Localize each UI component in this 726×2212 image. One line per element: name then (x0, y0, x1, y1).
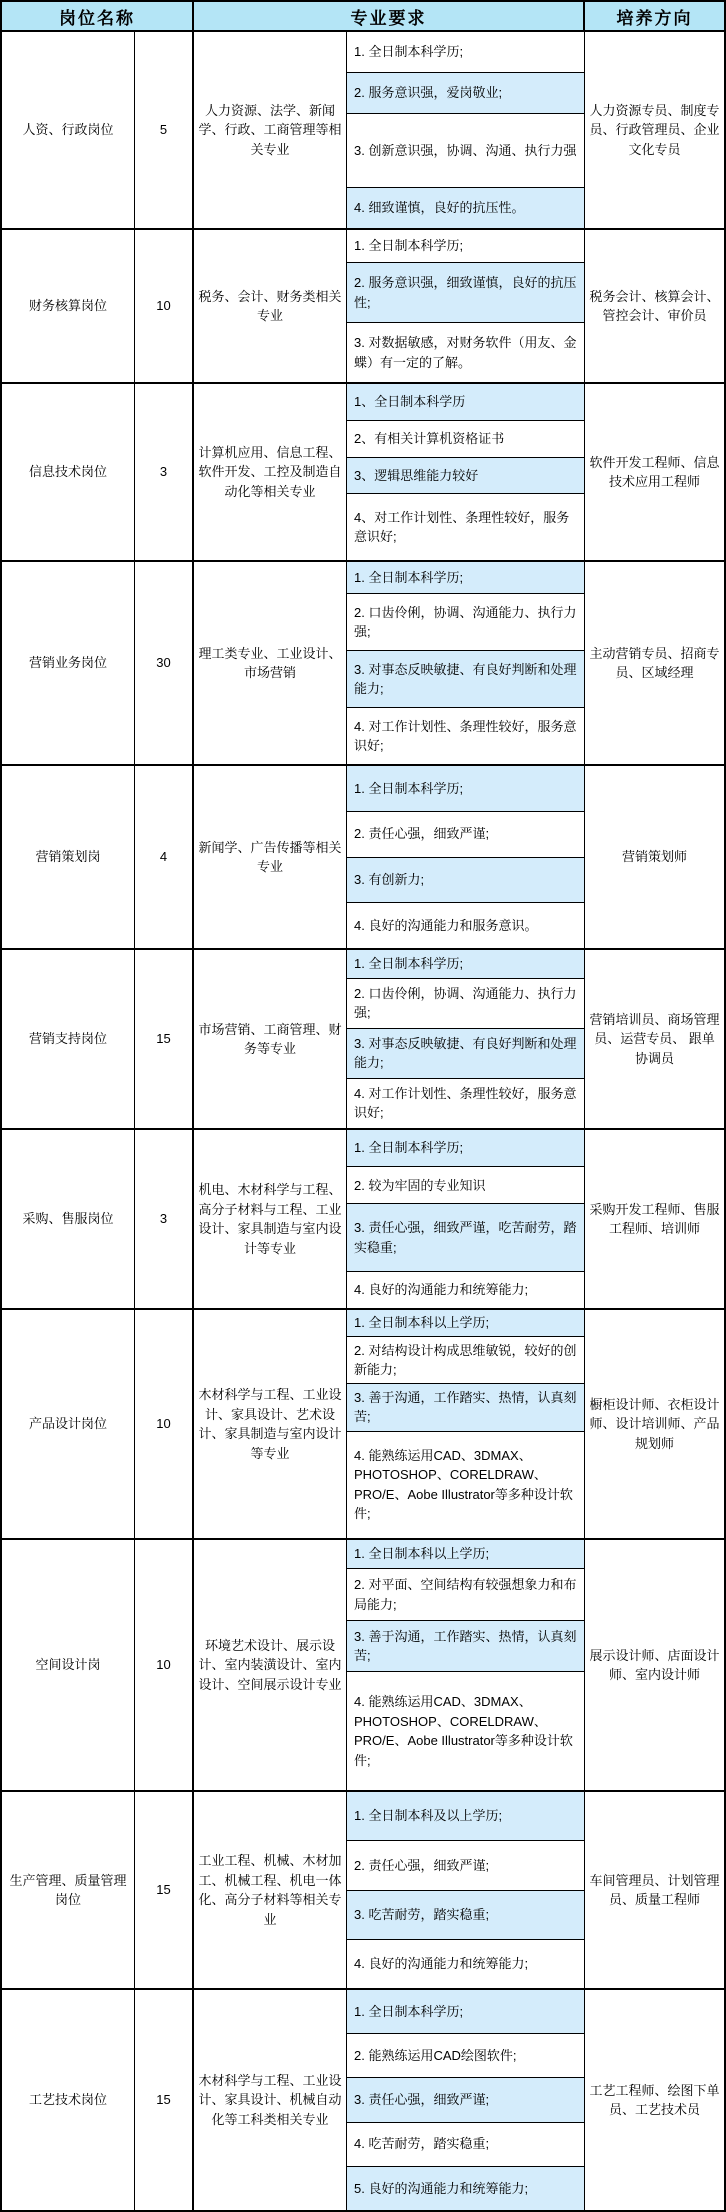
position-name-cell: 营销业务岗位 (2, 562, 135, 764)
table-header-row (2, 2, 724, 32)
headcount-cell: 15 (135, 1990, 194, 2210)
headcount-cell: 3 (135, 1130, 194, 1308)
header-major-requirements: 专业要求 (194, 2, 585, 30)
requirement-item: 1. 全日制本科学历; (347, 562, 584, 593)
headcount-cell: 10 (135, 1540, 194, 1790)
position-row (2, 230, 724, 384)
headcount-cell: 10 (135, 230, 194, 382)
position-row (2, 562, 724, 766)
direction-cell: 展示设计师、店面设计师、室内设计师 (589, 1647, 720, 1682)
requirement-item: 3. 对数据敏感，对财务软件（用友、金蝶）有一定的了解。 (347, 322, 584, 382)
requirement-item: 5. 良好的沟通能力和统筹能力; (347, 2166, 584, 2210)
requirement-item: 3、逻辑思维能力较好 (347, 457, 584, 494)
position-name-cell: 财务核算岗位 (2, 230, 135, 382)
requirement-item: 1. 全日制本科学历; (354, 44, 464, 60)
requirement-item: 4. 能熟练运用CAD、3DMAX、PHOTOSHOP、CORELDRAW、PRO/E、Aobe Illustrator等多种设计软件; (347, 1671, 584, 1790)
position-name-cell: 营销策划岗 (2, 766, 135, 948)
header-training-direction: 培养方向 (616, 8, 693, 28)
requirement-item: 2. 口齿伶俐，协调、沟通能力、执行力强; (347, 978, 584, 1028)
majors-cell: 木材科学与工程、工业设计、家具设计、艺术设计、家具制造与室内设计等专业 (194, 1310, 347, 1538)
requirement-item: 4. 良好的沟通能力和统筹能力; (347, 1939, 584, 1988)
direction-cell: 税务会计、核算会计、管控会计、审价员 (589, 288, 720, 323)
requirements-cell (347, 1990, 585, 2210)
majors-cell: 机电、木材科学与工程、高分子材料与工程、工业设计、家具制造与室内设计等专业 (194, 1130, 347, 1308)
majors-cell: 理工类专业、工业设计、市场营销 (194, 562, 347, 764)
requirement-item: 2、有相关计算机资格证书 (347, 420, 584, 457)
requirement-item: 2. 口齿伶俐，协调、沟通能力、执行力强; (347, 593, 584, 650)
requirement-item: 4. 良好的沟通能力和服务意识。 (347, 902, 584, 948)
requirement-item: 2. 对平面、空间结构有较强想象力和布局能力; (347, 1568, 584, 1620)
direction-cell: 工艺工程师、绘图下单员、工艺技术员 (589, 2082, 720, 2117)
requirement-item: 3. 有创新力; (347, 857, 584, 903)
requirement-item: 3. 善于沟通，工作踏实、热情，认真刻苦; (347, 1383, 584, 1430)
position-row (2, 1792, 724, 1990)
headcount-cell: 10 (135, 1310, 194, 1538)
position-name-cell: 生产管理、质量管理岗位 (2, 1792, 135, 1988)
requirement-item: 2. 服务意识强，爱岗敬业; (347, 72, 584, 113)
majors-cell: 木材科学与工程、工业设计、家具设计、机械自动化等工科类相关专业 (194, 1990, 347, 2210)
requirement-item: 2. 能熟练运用CAD绘图软件; (347, 2033, 584, 2077)
direction-cell: 主动营销专员、招商专员、区域经理 (589, 645, 720, 680)
requirements-cell (347, 1130, 585, 1308)
direction-cell: 软件开发工程师、信息技术应用工程师 (589, 454, 720, 489)
requirement-item: 2. 对结构设计构成思维敏锐，较好的创新能力; (347, 1336, 584, 1383)
position-row (2, 1990, 724, 2210)
requirement-item: 3. 创新意识强，协调、沟通、执行力强 (347, 113, 584, 188)
majors-cell: 工业工程、机械、木材加工、机械工程、机电一体化、高分子材料等相关专业 (194, 1792, 347, 1988)
requirements-cell (347, 950, 585, 1128)
requirements-cell (347, 384, 585, 560)
requirements-cell (347, 1310, 585, 1538)
position-name-cell: 信息技术岗位 (2, 384, 135, 560)
position-row (2, 384, 724, 562)
requirement-item: 2. 责任心强，细致严谨; (347, 811, 584, 857)
requirement-item: 4. 良好的沟通能力和统筹能力; (347, 1271, 584, 1308)
requirement-item: 3. 善于沟通，工作踏实、热情，认真刻苦; (347, 1620, 584, 1672)
headcount-cell: 30 (135, 562, 194, 764)
requirement-item: 3. 责任心强，细致严谨，吃苦耐劳，踏实稳重; (347, 1203, 584, 1270)
position-name-cell: 采购、售服岗位 (2, 1130, 135, 1308)
majors-cell: 计算机应用、信息工程、软件开发、工控及制造自动化等相关专业 (194, 384, 347, 560)
requirement-item: 3. 对事态反映敏捷、有良好判断和处理能力; (347, 650, 584, 707)
requirement-item: 2. 较为牢固的专业知识 (347, 1166, 584, 1203)
requirement-item: 3. 吃苦耐劳，踏实稳重; (347, 1890, 584, 1939)
requirement-item: 4、对工作计划性、条理性较好，服务意识好; (347, 493, 584, 560)
requirement-item: 2. 责任心强，细致严谨; (347, 1840, 584, 1889)
requirement-item: 3. 责任心强，细致严谨; (347, 2077, 584, 2121)
majors-cell: 市场营销、工商管理、财务等专业 (194, 950, 347, 1128)
direction-cell: 橱柜设计师、衣柜设计师、设计培训师、产品规划师 (589, 1396, 720, 1451)
position-name-cell: 空间设计岗 (2, 1540, 135, 1790)
direction-cell: 人力资源专员、制度专员、行政管理员、企业文化专员 (589, 102, 720, 157)
position-row (2, 1310, 724, 1540)
requirement-item: 1. 全日制本科及以上学历; (347, 1792, 584, 1840)
requirement-item: 3. 对事态反映敏捷、有良好判断和处理能力; (347, 1028, 584, 1078)
headcount-cell: 3 (135, 384, 194, 560)
requirement-item: 1. 全日制本科学历; (354, 238, 464, 254)
table-body (2, 32, 724, 2210)
requirements-cell (347, 766, 585, 948)
position-name-cell: 产品设计岗位 (2, 1310, 135, 1538)
position-row (2, 1130, 724, 1310)
requirement-item: 1. 全日制本科以上学历; (347, 1310, 584, 1336)
header-position-name: 岗位名称 (2, 2, 194, 30)
headcount-cell: 15 (135, 1792, 194, 1988)
requirements-cell (347, 1792, 585, 1988)
headcount-cell: 5 (135, 32, 194, 228)
position-row (2, 32, 724, 230)
requirement-item: 4. 对工作计划性、条理性较好，服务意识好; (347, 1078, 584, 1128)
majors-cell: 人力资源、法学、新闻学、行政、工商管理等相关专业 (194, 32, 347, 228)
requirement-item: 1. 全日制本科以上学历; (347, 1540, 584, 1568)
requirement-item: 1. 全日制本科学历; (347, 766, 584, 811)
direction-cell: 营销策划师 (621, 849, 687, 865)
requirements-cell (347, 230, 585, 382)
requirement-item: 2. 服务意识强，细致谨慎，良好的抗压性; (347, 262, 584, 322)
direction-cell: 车间管理员、计划管理员、质量工程师 (589, 1872, 720, 1907)
headcount-cell: 15 (135, 950, 194, 1128)
requirement-item: 1. 全日制本科学历; (347, 1990, 584, 2033)
position-name-cell: 人资、行政岗位 (2, 32, 135, 228)
requirement-item: 1. 全日制本科学历; (347, 1130, 584, 1166)
requirement-item: 4. 吃苦耐劳，踏实稳重; (347, 2122, 584, 2166)
requirement-item: 4. 对工作计划性、条理性较好，服务意识好; (347, 707, 584, 764)
majors-cell: 环境艺术设计、展示设计、室内装潢设计、室内设计、空间展示设计专业 (194, 1540, 347, 1790)
position-name-cell: 营销支持岗位 (2, 950, 135, 1128)
majors-cell: 新闻学、广告传播等相关专业 (194, 766, 347, 948)
direction-cell: 营销培训员、商场管理员、运营专员、 跟单协调员 (589, 1011, 720, 1066)
requirements-cell (347, 32, 585, 228)
position-row (2, 1540, 724, 1792)
direction-cell: 采购开发工程师、售服工程师、培训师 (589, 1201, 720, 1236)
requirement-item: 4. 能熟练运用CAD、3DMAX、PHOTOSHOP、CORELDRAW、PRO/E、Aobe Illustrator等多种设计软件; (347, 1431, 584, 1539)
headcount-cell: 4 (135, 766, 194, 948)
requirements-cell (347, 562, 585, 764)
requirements-cell (347, 1540, 585, 1790)
position-row (2, 766, 724, 950)
position-row (2, 950, 724, 1130)
position-name-cell: 工艺技术岗位 (2, 1990, 135, 2210)
requirement-item: 1. 全日制本科学历; (347, 950, 584, 978)
majors-cell: 税务、会计、财务类相关专业 (194, 230, 347, 382)
requirement-item: 4. 细致谨慎，良好的抗压性。 (347, 187, 584, 228)
requirement-item: 1、全日制本科学历 (347, 384, 584, 420)
